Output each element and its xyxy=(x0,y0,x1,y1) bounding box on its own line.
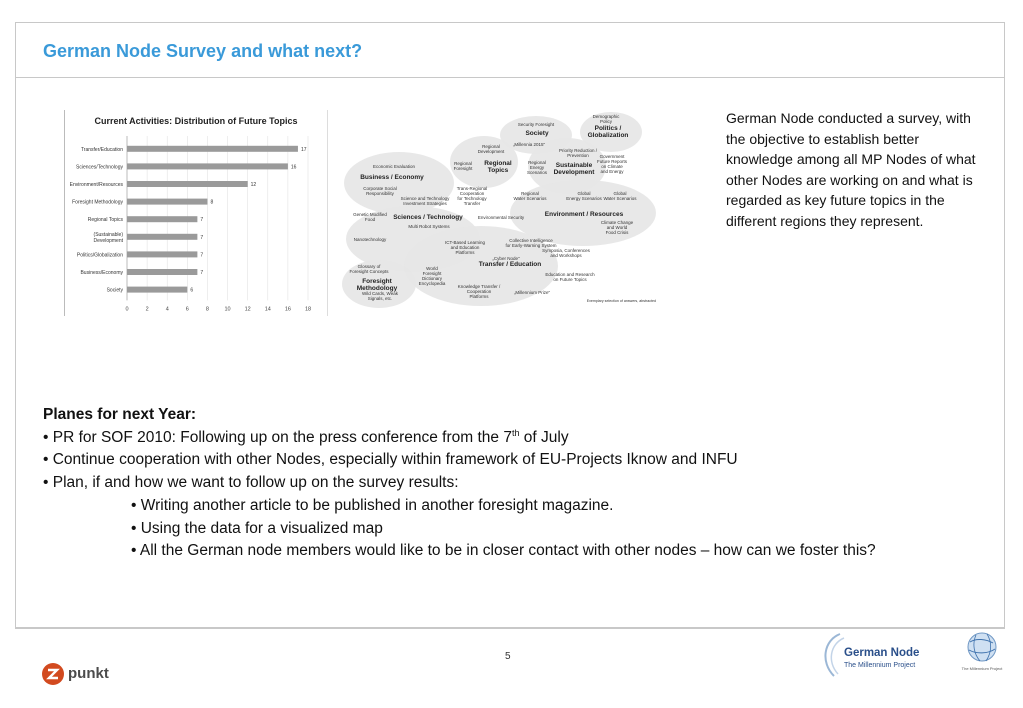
chart-data-label: 8 xyxy=(210,199,214,206)
bullet-text-end: of July xyxy=(519,428,569,446)
chart-category-label: Business/Economy xyxy=(80,270,123,276)
plans-sub-contact: • All the German node members would like to be in closer contact with other nodes – how can we foster this? xyxy=(131,542,876,560)
slide-title: German Node Survey and what next? xyxy=(43,41,363,61)
bubble-topic-item: Regional Development xyxy=(477,144,505,154)
zpunkt-circle-icon xyxy=(42,663,64,685)
chart-tick-label: 6 xyxy=(185,306,189,313)
bubble-topic-item: „Millennia 2015" xyxy=(512,142,546,147)
chart-category-label: Regional Topics xyxy=(87,217,123,224)
chart-category-label: Development xyxy=(93,237,123,244)
bubble-topic-item: Knowledge Transfer / Cooperation Platforms xyxy=(457,284,501,299)
plans-sub-map: • Using the data for a visualized map xyxy=(131,519,383,537)
bubble-topic-item: Environmental Security xyxy=(477,215,525,220)
chart-title: Current Activities: Distribution of Future Topics xyxy=(94,116,298,126)
chart-data-label: 7 xyxy=(200,234,204,241)
chart-tick-label: 8 xyxy=(205,306,209,313)
bubble-topic-item: ICT-Based Learning and Education Platforms xyxy=(444,240,486,255)
german-node-subtitle: The Millennium Project xyxy=(844,662,916,669)
bubble-topic-item: World Foresight Dictionary Encyclopedia xyxy=(418,266,446,286)
bubble-topic-item: Symposia, Conferences and Workshops xyxy=(542,248,590,258)
bubble-topic-item: Wild Cards, Weak Signals, etc. xyxy=(362,291,398,301)
chart-tick-label: 10 xyxy=(224,306,231,313)
chart-tick-label: 12 xyxy=(244,306,251,313)
chart-bar xyxy=(127,234,197,240)
bubble-cluster-heading: Regional Topics xyxy=(484,160,512,174)
globe-icon xyxy=(958,630,1006,666)
chart-tick-label: 0 xyxy=(125,306,129,313)
bubble-topic-item: Regional Foresight xyxy=(453,161,473,171)
topic-bubble-map xyxy=(342,108,658,306)
bubble-topic-item: Regional Energy Scenarios xyxy=(526,160,547,175)
topics-bar-chart xyxy=(64,110,328,316)
bubble-topic-item: Nanotechnology xyxy=(353,237,387,242)
bar-chart-canvas xyxy=(65,110,327,316)
bubble-map-footnote: Exemplary selection of answers, abstracted xyxy=(586,299,656,303)
bubble-topic-item: Collective Intelligence for Early-Warning System xyxy=(505,238,557,248)
bubble-cluster-heading: Transfer / Education xyxy=(478,261,542,268)
chart-category-label: Politics/Globalization xyxy=(76,252,123,259)
zpunkt-wordmark: punkt xyxy=(68,665,109,682)
bullet-text: • PR for SOF 2010: Following up on the press conference from the 7 xyxy=(43,428,512,446)
plans-section xyxy=(43,404,983,563)
plans-heading: Planes for next Year: xyxy=(43,406,197,423)
bubble-topic-item: Regional Water Scenarios xyxy=(513,191,547,201)
chart-category-label: (Sustainable) xyxy=(93,231,123,238)
bubble-topic-item: Climate Change and World Food Crisis xyxy=(600,220,634,235)
chart-tick-label: 14 xyxy=(264,306,271,313)
bubble-topic-item: „Millennium Prize" xyxy=(513,290,551,295)
bubble-topic-item: Genetic Modified Food xyxy=(353,212,387,222)
bubble-topic-item: Corporate Social Responsibility xyxy=(363,186,397,196)
chart-data-label: 6 xyxy=(190,287,194,294)
chart-category-label: Foresight Methodology xyxy=(72,199,123,206)
bubble-topic-item: Trans-Regional Cooperation for Technology Transfer xyxy=(456,186,488,206)
bubble-cluster-heading: Sustainable Development xyxy=(553,162,595,176)
bubble-topic-item: „Cyber Node" xyxy=(492,256,520,261)
millennium-project-logo xyxy=(958,630,1006,680)
bubble-topic-item: Global Energy Scenarios xyxy=(566,191,602,201)
zpunkt-logo xyxy=(42,663,112,687)
bubble-topic-item: Science and Technology Investment Strategies xyxy=(400,196,450,206)
plans-bullet-cooperation: • Continue cooperation with other Nodes, especially within framework of EU-Projects Iknow and INFU xyxy=(43,451,738,469)
chart-bar xyxy=(127,181,248,187)
chart-category-label: Environment/Resources xyxy=(69,182,123,188)
mp-logo-caption: The Millennium Project xyxy=(961,666,1003,671)
bubble-topic-item: Demographic Policy xyxy=(592,114,620,124)
bubble-topic-item: Glossary of Foresight Concepts xyxy=(349,264,389,274)
chart-category-label: Society xyxy=(106,287,123,294)
chart-bar xyxy=(127,146,298,152)
bubble-cluster-heading: Sciences / Technology xyxy=(393,214,463,221)
bubble-topic-item: Government Future Reports on Climate and Energy xyxy=(596,154,627,174)
survey-description: German Node conducted a survey, with the objective to establish better knowledge among all MP Nodes of what other Nodes are working on and what is regarded as key future topics in the different regions they represent. xyxy=(726,110,976,229)
plans-bullet-followup: • Plan, if and how we want to follow up on the survey results: xyxy=(43,474,459,492)
chart-category-label: Transfer/Education xyxy=(80,146,123,153)
chart-bar xyxy=(127,216,197,222)
page-number: 5 xyxy=(505,651,511,662)
chart-data-label: 7 xyxy=(200,270,204,276)
plans-bullet-pr xyxy=(43,427,983,450)
bubble-topic-item: Multi Robot Systems xyxy=(408,224,450,229)
chart-data-label: 7 xyxy=(200,217,204,224)
bubble-topic-item: Education and Research on Future Topics xyxy=(545,272,595,282)
bubble-topic-item: Security Foresight xyxy=(517,122,555,127)
bubble-cluster-heading: Society xyxy=(525,130,549,137)
chart-data-label: 12 xyxy=(250,182,257,188)
chart-bar xyxy=(127,251,197,257)
bubble-topic-item: Priority Reduction / Prevention xyxy=(558,148,597,158)
chart-tick-label: 16 xyxy=(284,306,291,313)
chart-data-label: 17 xyxy=(300,146,307,153)
bubble-topic-item: Economic Evaluation xyxy=(372,164,416,169)
german-node-title: German Node xyxy=(844,647,920,659)
chart-bar xyxy=(127,163,288,169)
chart-bar xyxy=(127,287,187,293)
chart-data-label: 7 xyxy=(200,252,204,259)
chart-data-label: 16 xyxy=(290,164,297,171)
chart-tick-label: 18 xyxy=(304,306,312,313)
german-node-logo xyxy=(818,628,952,682)
bubble-topic-item: Global Water Scenarios xyxy=(603,191,637,201)
bubble-cluster-heading: Environment / Resources xyxy=(544,211,624,218)
chart-bar xyxy=(127,269,197,275)
chart-category-label: Sciences/Technology xyxy=(76,164,123,171)
chart-tick-label: 4 xyxy=(165,306,169,313)
bubble-cluster-heading: Politics / Globalization xyxy=(587,125,629,139)
bubble-cluster-heading: Business / Economy xyxy=(360,174,424,181)
chart-bar xyxy=(127,199,207,205)
title-divider xyxy=(15,77,1005,78)
superscript-th: th xyxy=(511,427,520,438)
chart-tick-label: 2 xyxy=(145,306,149,313)
plans-sub-article: • Writing another article to be published in another foresight magazine. xyxy=(131,496,614,514)
bubble-cluster-heading: Foresight Methodology xyxy=(356,278,398,292)
